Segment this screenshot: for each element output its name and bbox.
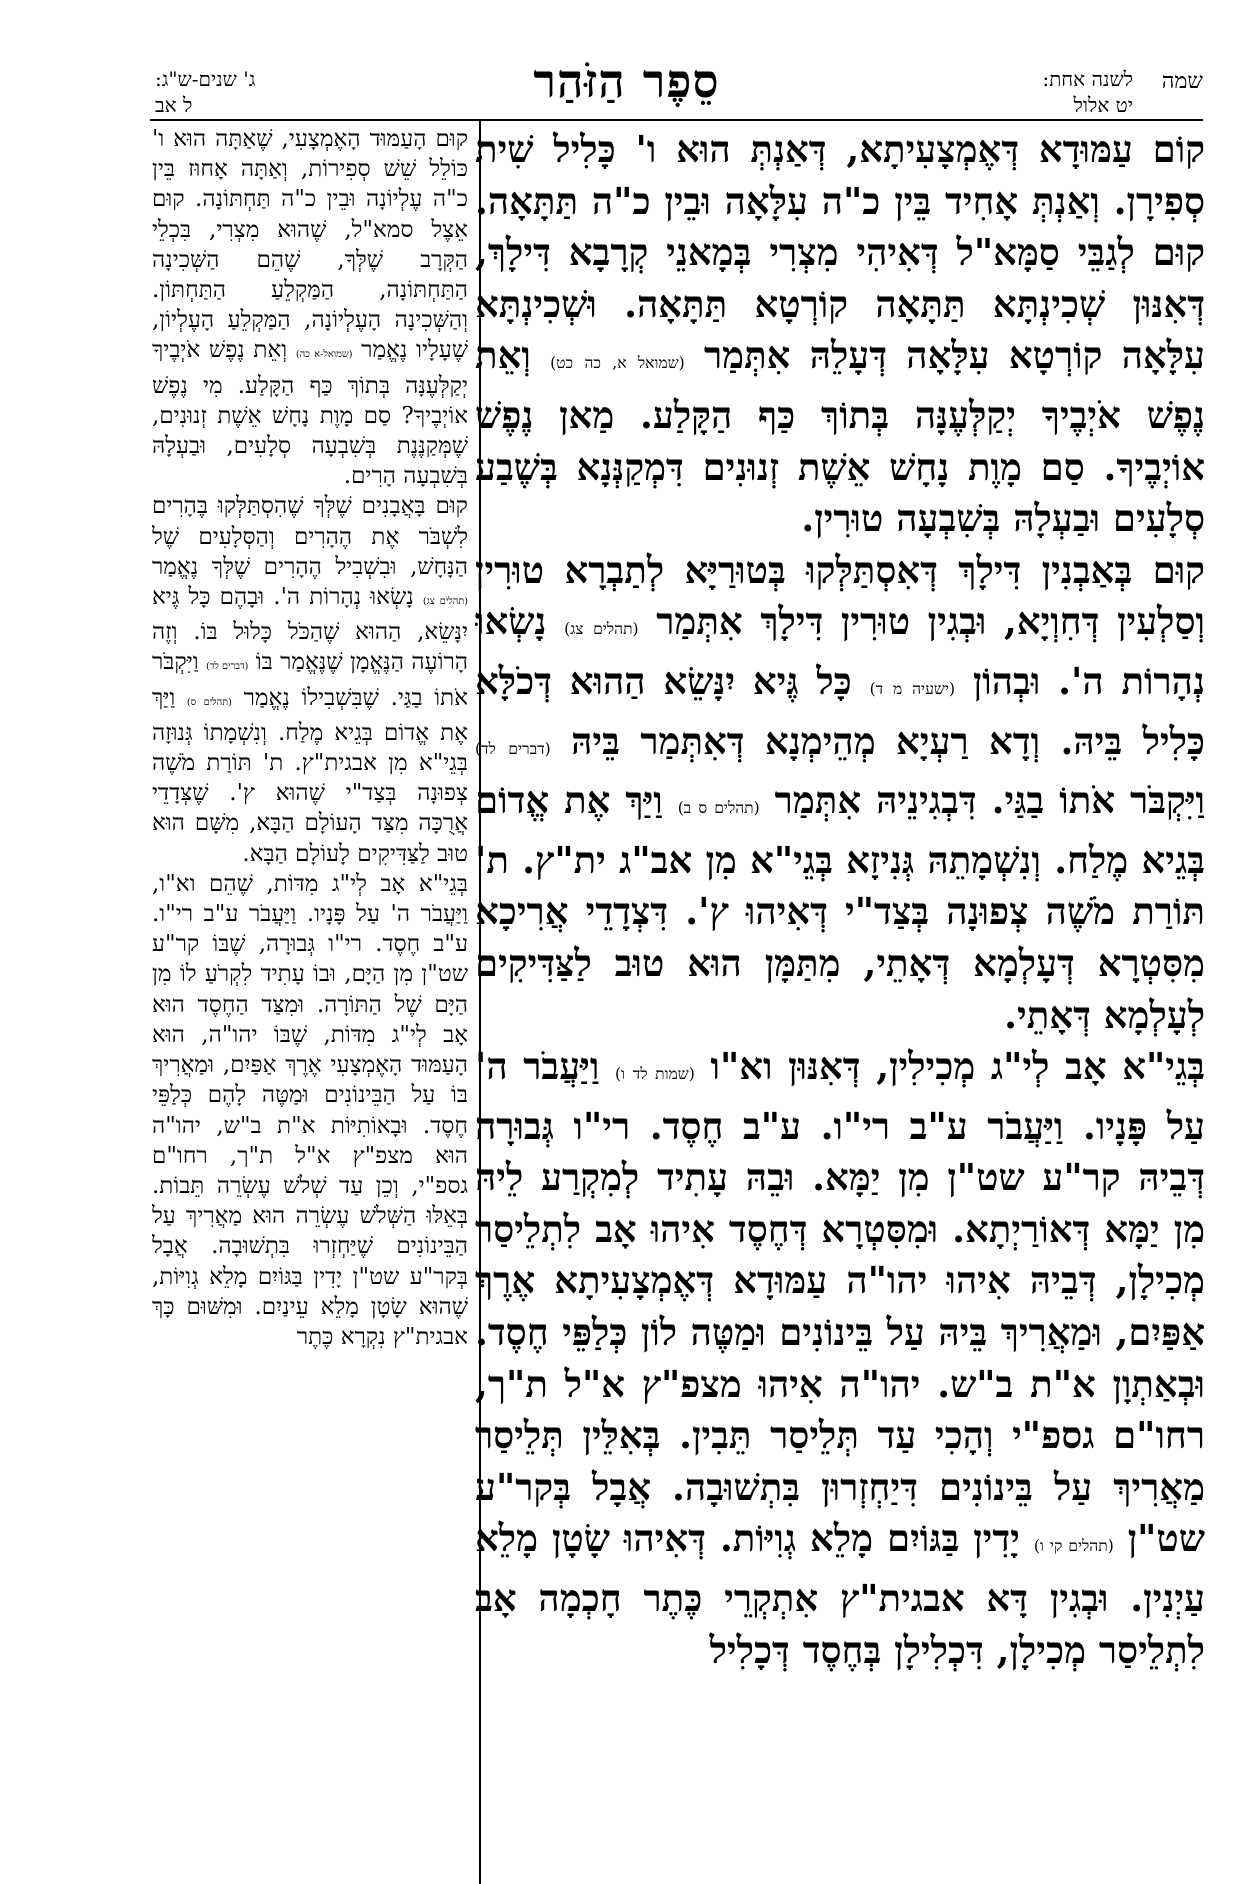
main-text-column xyxy=(475,124,1205,1884)
commentary-paragraph: קוּם בָּאֲבָנִים שֶׁלְּךָ שֶׁהִסְתַּלְּקוּ בֶּהָרִים לִשְׁבֹּר אֶת הֶהָרִים וְהַסְּלָעִים שֶׁל הַנָּחָשׁ, וּבִשְׁבִיל הֶהָרִים שֶׁלְּךָ נֶאֱמַר (תהלים צג) נָשְׂאוּ נְהָרוֹת ה'. וּבָהֶם כָּל גֶּיא יִנָּשֵׂא, הַהוּא שֶׁהַכֹּל כָּלוּל בּוֹ. וְזֶה הָרוֹעֶה הַנֶּאֱמָן שֶׁנֶּאֱמַר בּוֹ (דברים לד) וַיִּקְבֹּר אֹתוֹ בַגַּי. שֶׁבִּשְׁבִילוֹ נֶאֱמַר (תהלים ס) וַיַּךְ אֶת אֱדוֹם בְּגֵיא מֶלַח. וְנִשְׁמָתוֹ גְּנוּזָה בְּגֵי"א מִן אבגית"ץ. ת' תּוֹרַת מֹשֶׁה צְפוּנָה בְּצַד"י שֶׁהוּא ץ'. שֶׁצְּדָדֵי אֲרֻכָּה מִצַּד הָעוֹלָם הַבָּא, מִשָּׁם הוּא טוּב לַצַּדִּיקִים לָעוֹלָם הַבָּא. xyxy=(152,493,468,867)
source-reference: (תהלים צג) xyxy=(564,620,639,639)
source-reference: (שמואל א, כה כט) xyxy=(550,354,685,373)
main-paragraph: בְּגֵי"א אָב לְי"ג מְכִילִין, דְּאִנּוּן וא"ו (שמות לד ו) וַיַּעֲבֹר ה' עַל פָּנָיו. וַיַּעֲבֹר ע"ב רי"ו. ע"ב חֶסֶד. רי"ו גְּבוּרָה דְּבֵיהּ קר"ע שט"ן מִן יַמָּא. וּבֵהּ עָתִיד לְמִקְרַע לֵיהּ מִן יַמָּא דְּאוֹרַיְתָא. וּמִסִּטְרָא דְּחֶסֶד אִיהוּ אָב לִתְלֵיסַר מְכִילָן, דְּבֵיהּ אִיהוּ יהו"ה עַמּוּדָא דְּאֶמְצָעִיתָא אֶרֶךְ אַפַּיִם, וּמַאֲרִיךְ בֵּיהּ עַל בֵּינוֹנִים וּמַטֶּה לוֹן כְּלַפֵּי חֶסֶד. וּבְאַתְוָן א"ת ב"ש. יהו"ה אִיהוּ מצפ"ץ א"ל ת"ך, רחו"ם גספ"י וְהָכִי עַד תְּלֵיסַר תֵּבִין. בְּאִלֵּין תְּלֵיסַר מַאֲרִיךְ עַל בֵּינוֹנִים דִּיַחְזְרוּן בִּתְשׁוּבָה. אֲבָל בְּקר"ע שט"ן (תהלים קי ו) יָדִין בַּגּוֹיִם מָלֵא גְוִיּוֹת. דְּאִיהוּ שָׂטָן מָלֵא עַיְנִין. וּבְגִין דָּא אבגית"ץ אִתְקְרֵי כֶּתֶר חָכְמָה אָב לִתְלֵיסַר מְכִילָן, דִּכְלִילָן בְּחֶסֶד דְּכָלִיל xyxy=(475,1044,1205,1672)
schedule-label: ג' שנים-ש"ג: xyxy=(155,67,256,91)
book-title: סֵפֶר הַזֹּהַר xyxy=(533,54,720,108)
commentary-column xyxy=(152,124,468,1884)
source-reference: (דברים לד) xyxy=(205,661,249,673)
main-paragraph: קוּם בְּאַבְנִין דִּילָךְ דְּאִסְתַּלְּקוּ בְּטוּרַיָּא לְתַבְרָא טוּרִין וְסַלְעִין דְּחִוְיָא, וּבְגִין טוּרִין דִּילָךְ אִתְּמַר (תהלים צג) נָשְׂאוּ נְהָרוֹת ה'. וּבְהוֹן (ישעיה מ ד) כָּל גֶּיא יִנָּשֵׂא הַהוּא דְּכֹלָּא כָּלִיל בֵּיהּ. וְדָא רַעְיָא מְהֵימְנָא דְּאִתְּמַר בֵּיהּ (דברים לד) וַיִּקְבֹּר אֹתוֹ בַגַּי. דִּבְגִינֵיהּ אִתְּמַר (תהלים ס ב) וַיַּךְ אֶת אֱדוֹם בְּגֵיא מֶלַח. וְנִשְׁמָתֵהּ גְּנִיזָא בְּגֵי"א מִן אב"ג ית"ץ. ת' תּוֹרַת מֹשֶׁה צְפוּנָה בְּצַד"י דְּאִיהוּ ץ'. דִּצְדָדֵי אֲרִיכָא מִסִּטְרָא דְּעָלְמָא דְּאָתֵי, מִתַּמָּן הוּא טוּב לַצַּדִּיקִים לְעָלְמָא דְּאָתֵי. xyxy=(475,547,1205,1037)
source-reference: (תהלים צג) xyxy=(422,596,468,608)
source-reference: (שמואל-א כה) xyxy=(295,349,353,361)
reading-schedule-three-years xyxy=(155,66,255,118)
commentary-paragraph: קוּם הָעַמּוּד הָאֶמְצָעִי, שֶׁאַתָּה הוּא ו' כּוֹלֵל שֵׁשׁ סְפִירוֹת, וְאַתָּה אָחוּז בֵּין כ"ה עֶלְיוֹנָה וּבֵין כ"ה תַּחְתּוֹנָה. קוּם אֵצֶל סמא"ל, שֶׁהוּא מִצְרִי, בִּכְלֵי הַקְּרָב שֶׁלְּךָ, שֶׁהֵם הַשְּׁכִינָה הַתַּחְתּוֹנָה, הַמַּקְלֵעַ הַתַּחְתּוֹן. וְהַשְּׁכִינָה הָעֶלְיוֹנָה, הַמַּקְלֵעַ הָעֶלְיוֹן, שֶׁעָלָיו נֶאֱמַר (שמואל-א כה) וְאֵת נֶפֶשׁ אֹיְבֶיךָ יְקַלְּעֶנָּה בְּתוֹךְ כַּף הַקָּלַע. מִי נֶפֶשׁ אוֹיְבֶיךָ? סַם מָוֶת נָחָשׁ אֵשֶׁת זְנוּנִים, שֶׁמְּקַנֶּנֶת בְּשִׁבְעָה סְלָעִים, וּבַעְלָהּ בְּשִׁבְעָה הָרִים. xyxy=(152,126,468,490)
page-header xyxy=(0,0,1253,120)
commentary-paragraph: בְּגֵי"א אָב לְי"ג מִדּוֹת, שֶׁהֵם וא"ו, וַיַּעֲבֹר ה' עַל פָּנָיו. וַיַּעֲבֹר ע"ב רי"ו. ע"ב חֶסֶד. רי"ו גְּבוּרָה, שֶׁבּוֹ קר"ע שט"ן מִן הַיָּם, וּבוֹ עָתִיד לִקְרֹעַ לוֹ מִן הַיָּם שֶׁל הַתּוֹרָה. וּמִצַּד הַחֶסֶד הוּא אָב לְי"ג מִדּוֹת, שֶׁבּוֹ יהו"ה, הוּא הָעַמּוּד הָאֶמְצָעִי אֶרֶךְ אַפַּיִם, וּמַאֲרִיךְ בּוֹ עַל הַבֵּינוֹנִים וּמַטֶּה לָהֶם כְּלַפֵּי חֶסֶד. וּבָאוֹתִיּוֹת א"ת ב"ש, יהו"ה הוּא מצפ"ץ א"ל ת"ך, רחו"ם גספ"י, וְכֵן עַד שְׁלֹשׁ עֶשְׂרֵה תֵּבוֹת. בְּאֵלּוּ הַשְּׁלֹשׁ עֶשְׂרֵה הוּא מַאֲרִיךְ עַל הַבֵּינוֹנִים שֶׁיַּחְזְרוּ בִּתְשׁוּבָה. אֲבָל בְּקר"ע שט"ן יָדִין בַּגּוֹיִם מָלֵא גְוִיּוֹת, שֶׁהוּא שָׂטָן מָלֵא עֵינַיִם. וּמִשּׁוּם כָּךְ אבגית"ץ נִקְרָא כֶּתֶר xyxy=(152,870,468,1350)
source-reference: (תהלים קי ו) xyxy=(1033,1537,1114,1556)
schedule-date: ל אב xyxy=(155,93,193,117)
source-reference: (תהלים ס) xyxy=(186,696,232,708)
header-divider xyxy=(150,119,1203,121)
source-reference: (תהלים ס ב) xyxy=(677,799,760,818)
source-reference: (דברים לד) xyxy=(475,739,551,758)
schedule-label: לשנה אחת: xyxy=(1042,67,1133,91)
schedule-date: יט אלול xyxy=(1073,93,1133,117)
main-paragraph: קוֹם עַמּוּדָא דְּאֶמְצָעִיתָא, דְּאַנְתְּ הוּא ו' כָּלִיל שִׁית סְפִירָן. וְאַנְתְּ אָחִיד בֵּין כ"ה עִלָּאָה וּבֵין כ"ה תַּתָּאָה. קוּם לְגַבֵּי סַמָּא"ל דְּאִיהִי מִצְרִי בְּמָאנֵי קְרָבָא דִּילָךְ, דְּאִנּוּן שְׁכִינְתָּא תַּתָּאָה קוֹרְטָא תַּתָּאָה. וּשְׁכִינְתָּא עִלָּאָה קוֹרְטָא עִלָּאָה דְּעָלֵהּ אִתְּמַר (שמואל א, כה כט) וְאֵת נֶפֶשׁ אֹיְבֶיךָ יְקַלְּעֶנָּה בְּתוֹךְ כַּף הַקָּלַע. מַאן נֶפֶשׁ אוֹיְבֶיךָ. סַם מָוֶת נָחָשׁ אֵשֶׁת זְנוּנִים דִּמְקַנְּנָא בְּשֶׁבַע סְלָעִים וּבַעְלָהּ בְּשִׁבְעָה טוּרִין. xyxy=(475,127,1205,541)
source-reference: (שמות לד ו) xyxy=(615,1065,695,1084)
page-number: שמה xyxy=(1161,69,1203,94)
source-reference: (ישעיה מ ד) xyxy=(869,679,956,698)
